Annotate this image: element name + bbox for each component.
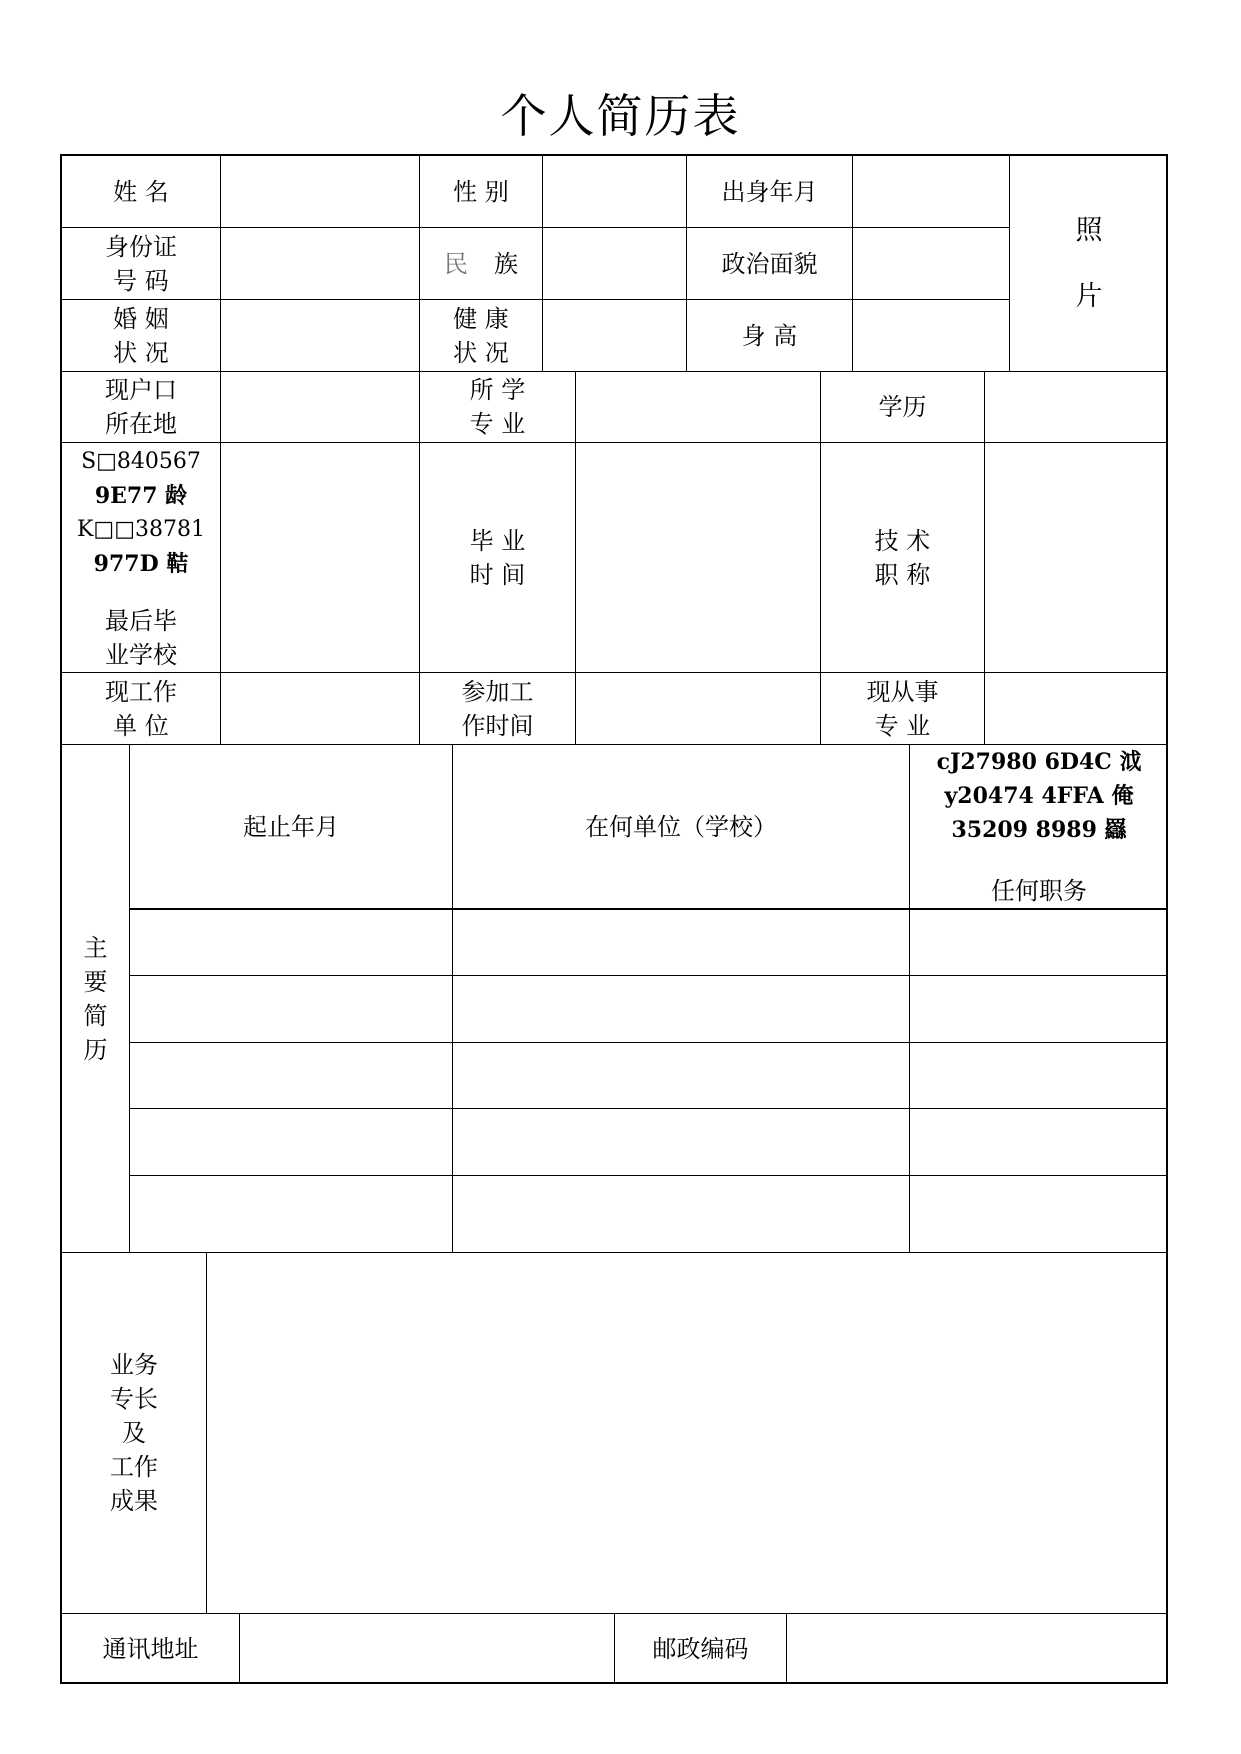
resume-row-3-position[interactable] [910,1043,1168,1108]
marriage-label-line2: 状 况 [113,338,169,367]
hukou-field[interactable] [221,372,419,442]
period-header [130,745,452,908]
school-field[interactable] [221,443,419,672]
education-label [821,372,984,442]
grad-time-field[interactable] [576,443,820,672]
resume-row-3-unit[interactable] [453,1043,909,1108]
photo-label-2: 片 [1075,280,1103,312]
position-header-text: 任何职务 [991,877,1087,905]
title-rank-label [821,443,984,672]
page-title: 个人简历表 [500,89,741,143]
school-label-code-2: 9E77 龄 [94,483,188,509]
work-start-label [420,673,575,744]
resume-row-1-unit[interactable] [453,910,909,975]
workplace-label-line2: 单 位 [113,711,169,740]
position-header [910,745,1168,908]
id-label [62,228,220,299]
height-label [687,300,852,371]
skills-field[interactable] [207,1253,1168,1613]
photo-area[interactable] [1010,156,1168,371]
current-field-label [821,673,984,744]
resume-row-1-position[interactable] [910,910,1168,975]
id-label-line2: 号 码 [113,266,169,295]
hukou-label-line2: 所在地 [105,410,177,438]
education-label-text: 学历 [878,393,927,421]
school-label-code-3: K□□38781 [77,517,205,542]
school-label-line2: 业学校 [105,641,177,669]
resume-row-2-position[interactable] [910,976,1168,1042]
gender-field[interactable] [543,156,686,227]
address-label [62,1614,239,1684]
health-label [420,300,542,371]
ethnicity-field[interactable] [543,228,686,299]
ethnicity-label-part2: 族 [494,249,518,278]
grad-time-label [420,443,575,672]
skills-label-line5: 成果 [110,1487,158,1515]
resume-label-char1: 主 [83,933,108,962]
ethnicity-label [420,228,542,299]
resume-table [60,154,1168,1684]
id-number-field[interactable] [221,228,419,299]
school-label-code-1: S□840567 [81,449,201,474]
hukou-label-line1: 现户口 [105,376,177,404]
major-label-line2: 专 业 [469,410,526,438]
skills-label-line3: 及 [122,1419,146,1447]
political-label-text: 政治面貌 [721,249,818,278]
position-header-code-1: cJ27980 6D4C 泧 [936,749,1142,775]
skills-label [62,1253,206,1613]
resume-row-5-position[interactable] [910,1176,1168,1252]
postcode-label [615,1614,786,1684]
resume-label-char3: 简 [83,1001,108,1030]
name-label-text: 姓 名 [113,177,169,206]
skills-label-line1: 业务 [110,1351,158,1379]
work-start-field[interactable] [576,673,820,744]
grad-time-label-line1: 毕 业 [469,526,526,555]
resume-section-label [62,745,129,1252]
postcode-field[interactable] [787,1614,1168,1684]
gender-label-text: 性 别 [453,177,509,206]
resume-row-5-period[interactable] [130,1176,452,1252]
address-field[interactable] [240,1614,614,1684]
birth-label-text: 出身年月 [721,177,818,206]
major-label-line1: 所 学 [469,376,526,404]
current-field-field[interactable] [985,673,1168,744]
height-label-text: 身 高 [741,321,798,350]
current-field-label-line1: 现从事 [866,677,939,706]
school-label-code-4: 977D 鞊 [93,551,189,577]
resume-row-2-period[interactable] [130,976,452,1042]
political-label [687,228,852,299]
position-header-code-2: y20474 4FFA 俺 [944,783,1134,809]
resume-label-char2: 要 [83,967,108,996]
name-label [62,156,220,227]
resume-row-4-period[interactable] [130,1109,452,1175]
birth-field[interactable] [853,156,1009,227]
hukou-label [62,372,220,442]
skills-label-line4: 工作 [110,1453,158,1481]
education-field[interactable] [985,372,1168,442]
work-start-label-line1: 参加工 [461,677,534,706]
school-label [62,443,220,672]
birth-label [687,156,852,227]
skills-label-line2: 专长 [110,1385,158,1413]
health-field[interactable] [543,300,686,371]
resume-row-1-period[interactable] [130,910,452,975]
work-start-label-line2: 作时间 [461,711,534,740]
marriage-field[interactable] [221,300,419,371]
photo-label-1: 照 [1075,214,1103,246]
title-rank-label-line1: 技 术 [874,526,931,555]
political-field[interactable] [853,228,1009,299]
gender-label [420,156,542,227]
ethnicity-label-part1: 民 [444,249,468,278]
name-field[interactable] [221,156,419,227]
workplace-label [62,673,220,744]
resume-row-4-position[interactable] [910,1109,1168,1175]
resume-row-5-unit[interactable] [453,1176,909,1252]
title-rank-field[interactable] [985,443,1168,672]
resume-row-4-unit[interactable] [453,1109,909,1175]
id-label-line1: 身份证 [105,232,177,261]
period-header-text: 起止年月 [243,812,339,841]
position-header-code-3: 35209 8989 羉 [951,817,1127,843]
major-label [420,372,575,442]
resume-row-2-unit[interactable] [453,976,909,1042]
resume-label-char4: 历 [83,1035,108,1064]
marriage-label [62,300,220,371]
title-rank-label-line2: 职 称 [874,560,931,589]
unit-header [453,745,909,908]
workplace-field[interactable] [221,673,419,744]
current-field-label-line2: 专 业 [874,711,931,740]
postcode-label-text: 邮政编码 [652,1635,749,1663]
health-label-line1: 健 康 [453,304,509,333]
major-field[interactable] [576,372,820,442]
height-field[interactable] [853,300,1009,371]
workplace-label-line1: 现工作 [105,677,177,706]
marriage-label-line1: 婚 姻 [113,304,169,333]
address-label-text: 通讯地址 [102,1635,199,1663]
grad-time-label-line2: 时 间 [469,560,526,589]
unit-header-text: 在何单位（学校） [585,812,777,841]
resume-row-3-period[interactable] [130,1043,452,1108]
health-label-line2: 状 况 [453,338,509,367]
school-label-line1: 最后毕 [105,607,177,635]
